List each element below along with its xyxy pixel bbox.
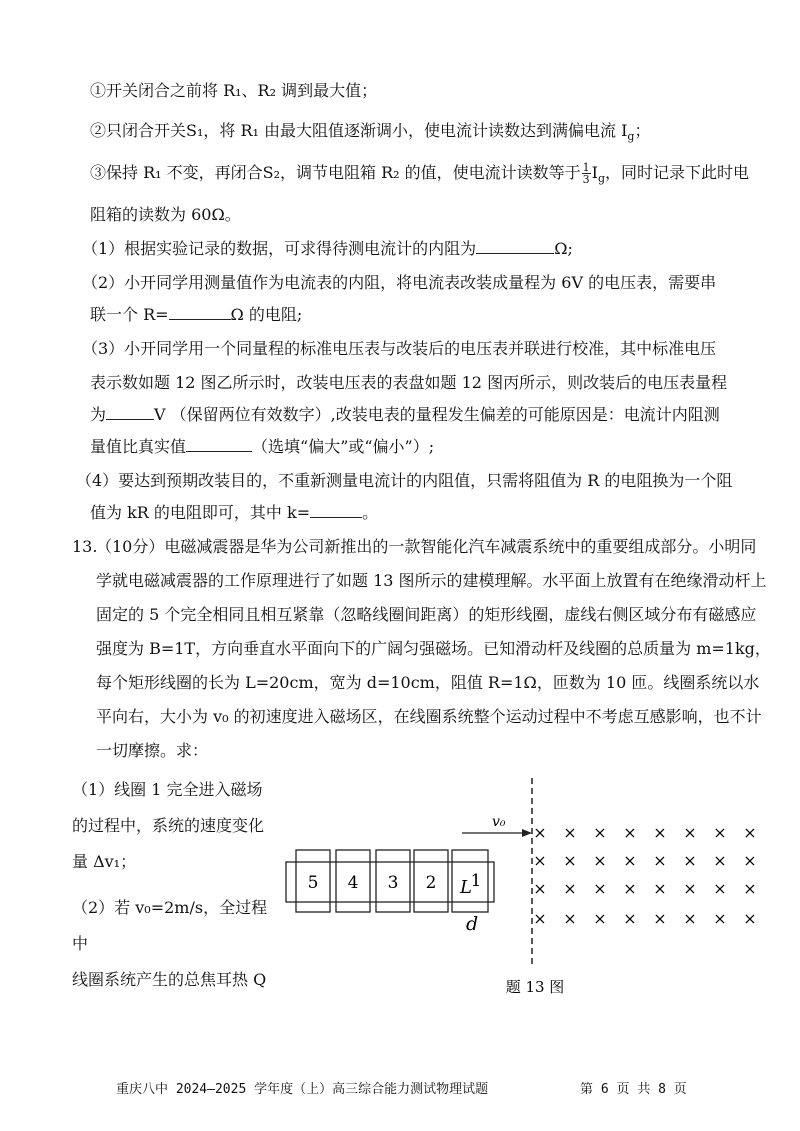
step-2-text: ②只闭合开关S₁，将 R₁ 由最大阻值逐渐调小，使电流计读数达到满偏电流 I [90,121,628,140]
answer-blank[interactable] [310,503,362,518]
coil-label-1: 1 [470,871,482,891]
step-2-subscript: g [627,130,635,144]
field-cross-mark: × [713,909,727,928]
step-1 [90,80,377,102]
answer-blank[interactable] [476,239,554,254]
step-3-text-c: ，同时记录下此时电 [605,163,750,182]
field-cross-mark: × [683,909,697,928]
fraction-numerator: 1 [582,161,590,174]
coil-5 [296,850,330,912]
field-cross-mark: × [563,879,577,898]
coil-label-5: 5 [307,873,319,893]
q13-sub1-line1: （1）线圈 1 完全进入磁场 [72,780,263,799]
q12-part4-text: （4）要达到预期改装目的，不重新测量电流计的内阻值，只需将阻值为 R 的电阻换为一个阻 [76,471,733,490]
step-1-text: ①开关闭合之前将 R₁、R₂ 调到最大值； [90,81,378,100]
step-2-end: ； [634,121,651,140]
field-cross-mark: × [593,909,607,928]
coil-4 [336,850,370,912]
field-cross-mark: × [623,909,637,928]
field-cross-mark: × [743,909,757,928]
answer-blank[interactable] [169,305,231,320]
q12-part3-line3 [90,404,720,426]
field-cross-mark: × [563,851,577,870]
step-3 [90,162,749,190]
field-cross-mark: × [713,851,727,870]
q13-number [72,536,97,558]
field-cross-mark: × [653,879,667,898]
field-cross-mark: × [623,851,637,870]
field-cross-mark: × [653,851,667,870]
field-cross-mark: × [533,879,547,898]
field-cross-mark: × [563,909,577,928]
field-cross-mark: × [623,823,637,842]
field-cross-mark: × [533,909,547,928]
coil-1 [452,850,488,912]
fraction-one-third [582,162,591,185]
q12-part4-end: 。 [362,503,379,522]
q12-part1 [82,238,573,260]
footer-title: 重庆八中 2024—2025 学年度（上）高三综合能力测试物理试题 [116,1082,489,1097]
field-cross-mark: × [683,823,697,842]
field-cross-mark: × [623,879,637,898]
coil-label-4: 4 [347,873,359,893]
label-v0: v₀ [492,814,506,830]
q12-part4 [76,470,732,492]
q12-part2-text: （2）小开同学用测量值作为电流表的内阻，将电流表改装成量程为 6V 的电压表，需要串 [82,273,717,292]
figure-caption: 题 13 图 [505,978,565,996]
coil-2 [414,850,448,912]
q13-sub2-line1: （2）若 v₀=2m/s，全过程中 [72,898,268,953]
q12-part3-line2 [90,372,727,394]
coil-label-2: 2 [425,873,437,893]
field-cross-mark: × [593,851,607,870]
q12-part3-text-c: 为 [90,405,107,424]
step-3-text-a: ③保持 R₁ 不变，再闭合S₂，调节电阻箱 R₂ 的值，使电流计读数等于 [90,163,581,182]
label-d: d [466,913,479,935]
q12-part3-text-b: 表示数如题 12 图乙所示时，改装电压表的表盘如题 12 图丙所示，则改装后的电压表量程 [90,373,728,392]
field-cross-mark: × [683,851,697,870]
field-cross-mark: × [563,823,577,842]
coil-3 [376,850,410,912]
q12-part1-text: （1）根据实验记录的数据，可求得待测电流计的内阻为 [82,239,477,258]
q12-part3-text: （3）小开同学用一个同量程的标准电压表与改装后的电压表并联进行校准，其中标准电压 [82,339,717,358]
q12-part3-line4 [90,436,434,458]
sliding-rod [286,862,494,902]
step-3-subscript: g [597,172,606,186]
field-cross-mark: × [533,823,547,842]
footer-page-number: 第 6 页 共 8 页 [580,1082,687,1097]
q12-part3-text-d: V （保留两位有效数字）,改装电表的量程发生偏差的可能原因是：电流计内阻测 [154,405,720,424]
field-cross-mark: × [683,879,697,898]
coils [296,850,488,935]
coil-label-3: 3 [387,873,399,893]
q12-part3-text-e: 量值比真实值 [90,437,187,456]
q12-part2-line2 [90,304,302,326]
q12-part1-unit: Ω; [554,239,573,258]
field-cross-mark: × [533,851,547,870]
answer-blank[interactable] [186,437,252,452]
field-cross-mark: × [713,823,727,842]
q12-part2-unit: Ω 的电阻; [230,305,303,324]
q13-sub2-line2: 线圈系统产生的总焦耳热 Q [72,970,267,989]
label-L: L [460,877,472,898]
question-number: 13. [72,537,98,556]
field-cross-mark: × [743,851,757,870]
step-3-line2 [90,204,241,226]
fraction-denominator: 3 [582,173,590,186]
answer-blank[interactable] [106,405,154,420]
step-3-current: I [591,163,598,182]
q12-part4-line2 [90,502,378,524]
step-2 [90,120,650,148]
velocity-arrowhead [522,829,532,837]
q12-part3 [82,338,716,360]
q13-sub2 [72,890,282,998]
step-3-line2-text: 阻箱的读数为 60Ω。 [90,205,241,224]
q12-part4-text-b: 值为 kR 的电阻即可，其中 k= [90,503,311,522]
q13-sub1-line3: 量 Δv₁； [72,852,137,871]
q13-sub1 [72,772,282,880]
field-cross-mark: × [653,823,667,842]
field-cross-mark: × [713,879,727,898]
field-cross-mark: × [743,823,757,842]
field-cross-mark: × [593,823,607,842]
magnetic-field [533,823,756,928]
q12-part2 [82,272,716,294]
q12-part3-text-f: （选填“偏大”或“偏小”）; [252,437,435,456]
q12-part2-text-b: 联一个 R= [90,305,169,324]
field-cross-mark: × [743,879,757,898]
q13-body: （10分）电磁减震器是华为公司新推出的一款智能化汽车减震系统中的重要组成部分。小明同学就电磁减震器的工作原理进行了如题 13 图所示的建模理解。水平面上放置有在绝缘滑动杆上固定的 5 个完全相同且相互紧靠（忽略线圈间距离）的矩形线圈，虚线右侧区域分布有磁感应强度为 B=1T，方向垂直水平面向下的广阔匀强磁场。已知滑动杆及线圈的总质量为 m=1kg，每个矩形线圈的长为 L=20cm，宽为 d=10cm，阻值 R=1Ω，匝数为 10 匝。线圈系统以水平向右，大小为 v₀ 的初速度进入磁场区，在线圈系统整个运动过程中不考虑互感影响，也不计一切摩擦。求： [96,537,771,760]
q13-sub1-line2: 的过程中，系统的速度变化 [72,816,265,835]
field-cross-mark: × [593,879,607,898]
field-cross-mark: × [653,909,667,928]
